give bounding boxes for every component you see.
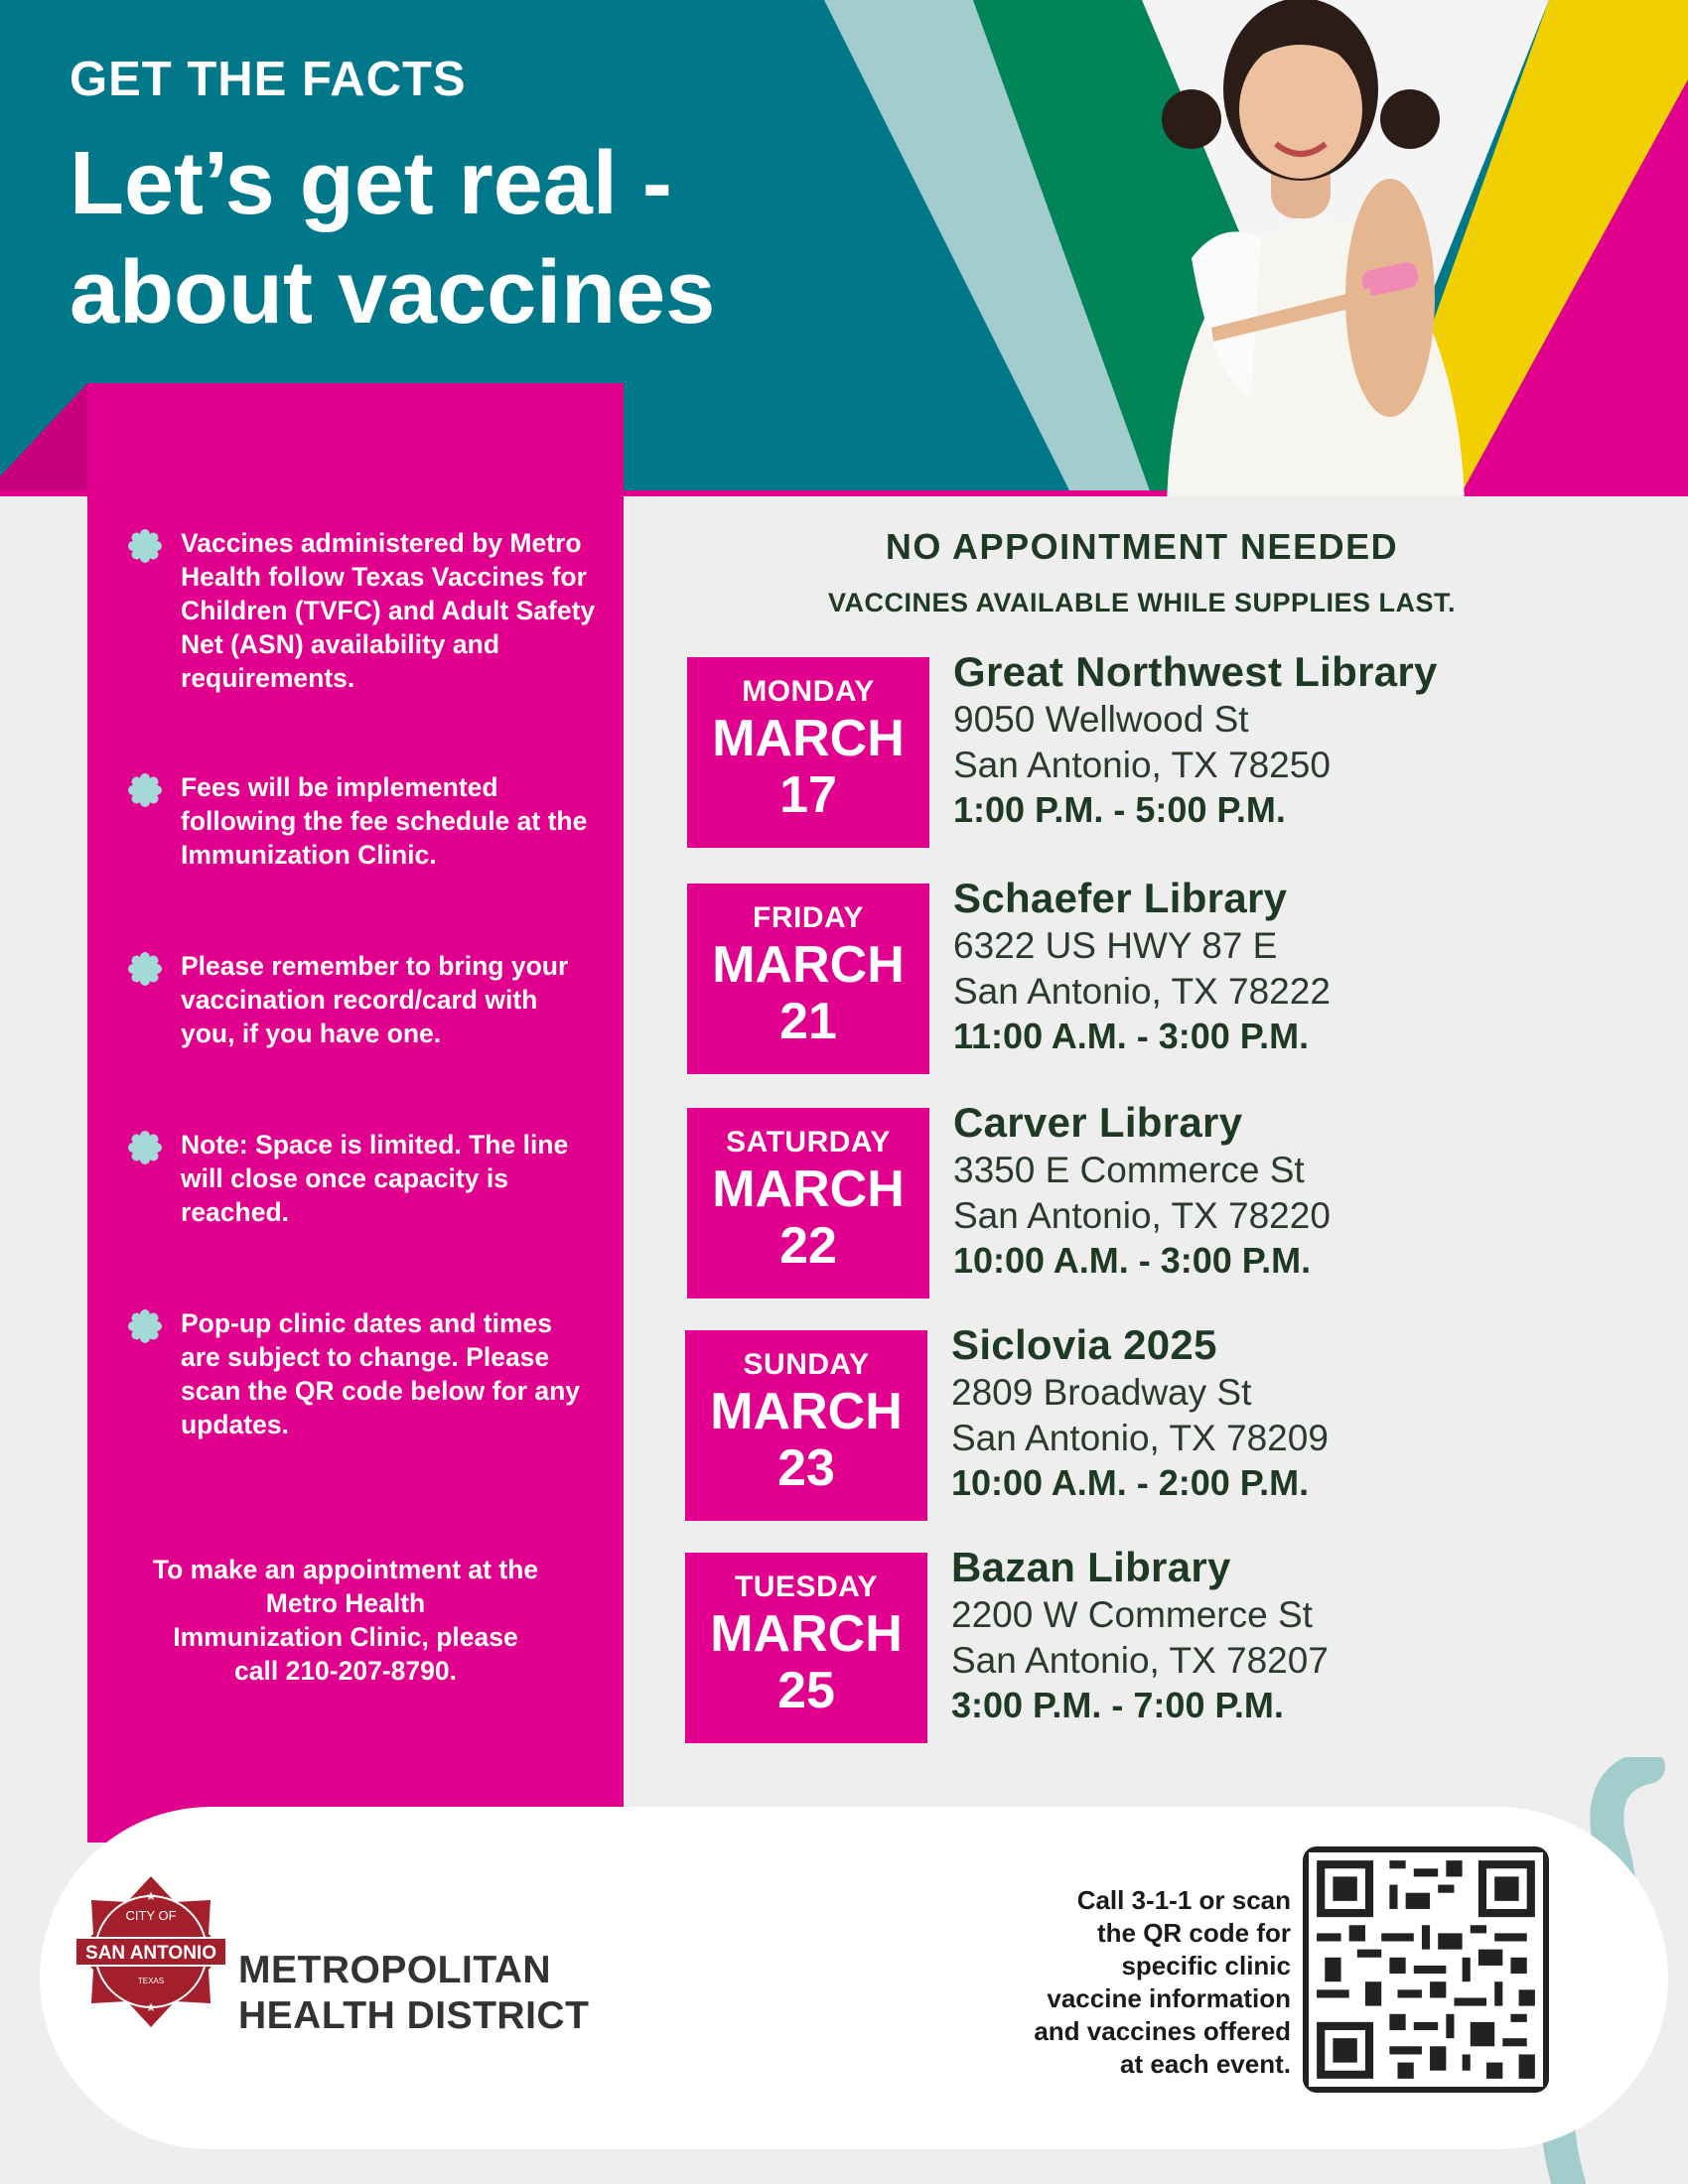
burst-icon [127, 1308, 163, 1344]
bullet-item [127, 1306, 584, 1441]
event-day: SUNDAY [743, 1348, 870, 1381]
call-line: the QR code for [1096, 1918, 1291, 1948]
event-card [687, 648, 1640, 848]
date-box [687, 657, 929, 848]
venue-city: San Antonio, TX 78222 [953, 971, 1331, 1012]
venue-city: San Antonio, TX 78207 [951, 1640, 1329, 1681]
venue-street: 2809 Broadway St [951, 1372, 1252, 1413]
event-time: 3:00 P.M. - 7:00 P.M. [951, 1685, 1284, 1725]
event-card [685, 1321, 1638, 1521]
event-day: FRIDAY [753, 901, 864, 934]
date-box [685, 1553, 927, 1743]
event-month: MARCH [710, 1605, 903, 1663]
bullet-text: Please remember to bring your vaccination record/card with you, if you have one. [181, 951, 569, 1048]
event-venue [953, 1098, 1331, 1283]
bullet-item [127, 1128, 584, 1229]
date-box [687, 1108, 929, 1298]
event-venue [951, 1320, 1329, 1505]
headline [70, 129, 963, 347]
org-line-1: METROPOLITAN [238, 1949, 552, 1991]
qr-code-graphic [1309, 1852, 1543, 2087]
schedule-subheading: VACCINES AVAILABLE WHILE SUPPLIES LAST. [827, 588, 1457, 617]
burst-icon [127, 951, 163, 987]
call-line: at each event. [1120, 2049, 1291, 2079]
appointment-line: To make an appointment at the [152, 1555, 539, 1584]
bullet-text: Fees will be implemented following the fee schedule at the Immunization Clinic. [181, 772, 588, 870]
kicker: GET THE FACTS [70, 53, 467, 106]
seal-top-text: CITY OF [125, 1908, 177, 1923]
call-info [914, 1884, 1291, 2081]
bullet-text: Pop-up clinic dates and times are subject to change. Please scan the QR code below for any updates. [181, 1308, 581, 1439]
schedule-heading: NO APPOINTMENT NEEDED [885, 526, 1399, 567]
venue-street: 9050 Wellwood St [953, 699, 1249, 740]
event-day: SATURDAY [726, 1126, 891, 1159]
venue-name: Bazan Library [951, 1544, 1231, 1590]
event-day: MONDAY [742, 675, 875, 708]
event-date: 23 [777, 1439, 835, 1497]
venue-street: 2200 W Commerce St [951, 1594, 1313, 1635]
event-card [685, 1544, 1638, 1743]
bullet-item [127, 949, 584, 1050]
venue-name: Great Northwest Library [953, 648, 1438, 695]
date-box [687, 884, 929, 1074]
date-box [685, 1330, 927, 1521]
venue-name: Schaefer Library [953, 875, 1288, 921]
bullet-text: Vaccines administered by Metro Health follow Texas Vaccines for Children (TVFC) and Adult Safety Net (ASN) availability and requirements. [181, 528, 596, 693]
event-venue [953, 874, 1331, 1058]
bullet-item [127, 770, 588, 872]
city-seal-logo [71, 1872, 230, 2031]
event-month: MARCH [712, 936, 905, 994]
event-card [687, 1099, 1640, 1298]
child-photo [1102, 0, 1519, 496]
appointment-note [127, 1553, 564, 1688]
burst-icon [127, 772, 163, 808]
event-day: TUESDAY [734, 1570, 879, 1603]
venue-street: 6322 US HWY 87 E [953, 925, 1278, 966]
headline-line-1: Let’s get real - [70, 134, 672, 233]
call-line: and vaccines offered [1034, 2016, 1291, 2046]
event-venue [951, 1543, 1329, 1727]
org-line-2: HEALTH DISTRICT [238, 1994, 590, 2037]
event-time: 10:00 A.M. - 3:00 P.M. [953, 1240, 1312, 1281]
event-time: 1:00 P.M. - 5:00 P.M. [953, 789, 1286, 830]
event-time: 11:00 A.M. - 3:00 P.M. [953, 1016, 1310, 1056]
footer-card [40, 1807, 1668, 2149]
bullet-text: Note: Space is limited. The line will close once capacity is reached. [181, 1130, 569, 1227]
burst-icon [127, 1130, 163, 1165]
event-month: MARCH [710, 1383, 903, 1440]
appointment-line: Metro Health [265, 1588, 426, 1618]
qr-code[interactable] [1303, 1846, 1549, 2093]
event-card [687, 875, 1640, 1074]
venue-city: San Antonio, TX 78250 [953, 745, 1331, 785]
event-time: 10:00 A.M. - 2:00 P.M. [951, 1462, 1310, 1503]
appointment-phone: call 210-207-8790. [234, 1656, 457, 1686]
call-line: Call 3-1-1 or scan [1076, 1885, 1291, 1915]
venue-name: Carver Library [953, 1099, 1243, 1146]
call-line: vaccine information [1047, 1983, 1291, 2013]
event-date: 17 [779, 766, 837, 824]
venue-city: San Antonio, TX 78220 [953, 1195, 1331, 1236]
event-date: 25 [777, 1662, 835, 1719]
org-name [238, 1948, 589, 2039]
event-month: MARCH [712, 710, 905, 767]
event-venue [953, 647, 1438, 832]
seal-bottom-text: TEXAS [137, 1977, 165, 1985]
star-icon: ★ [145, 2000, 157, 2014]
headline-line-2: about vaccines [70, 243, 716, 342]
venue-name: Siclovia 2025 [951, 1321, 1217, 1368]
bullet-item [127, 526, 596, 695]
seal-main-text: SAN ANTONIO [85, 1943, 216, 1964]
event-date: 22 [779, 1217, 837, 1275]
event-date: 21 [779, 993, 837, 1050]
call-line: specific clinic [1121, 1951, 1291, 1980]
burst-icon [127, 528, 163, 564]
event-month: MARCH [712, 1160, 905, 1218]
venue-city: San Antonio, TX 78209 [951, 1418, 1329, 1458]
info-panel [87, 383, 624, 1843]
appointment-line: Immunization Clinic, please [173, 1622, 518, 1652]
star-icon: ★ [145, 1889, 157, 1903]
venue-street: 3350 E Commerce St [953, 1150, 1305, 1190]
